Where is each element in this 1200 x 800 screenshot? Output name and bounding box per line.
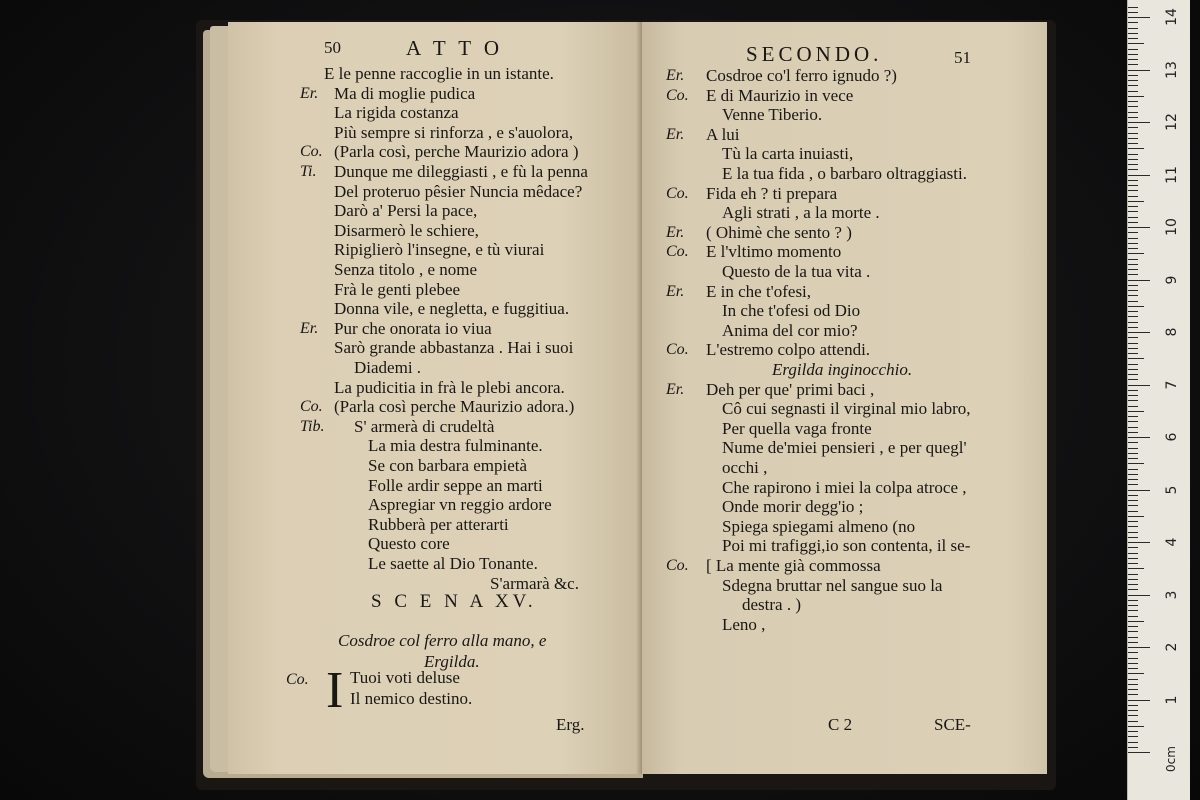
ruler-number: 6	[1164, 432, 1180, 442]
text-line: Che rapirono i miei la colpa atroce ,	[722, 477, 967, 497]
ruler-tick	[1128, 715, 1138, 716]
ruler-tick	[1128, 495, 1138, 496]
text-line: Agli strati , a la morte .	[722, 203, 880, 223]
ruler-tick	[1128, 112, 1138, 113]
ruler-tick	[1128, 127, 1138, 128]
ruler-tick	[1128, 290, 1138, 291]
ruler-tick	[1128, 458, 1138, 459]
ruler-number: 8	[1164, 327, 1180, 337]
ruler-tick	[1128, 558, 1138, 559]
speaker-label: Er.	[300, 84, 319, 102]
ruler-tick	[1128, 85, 1138, 86]
speaker-label: Er.	[300, 319, 319, 337]
speaker-label: Er.	[666, 282, 685, 300]
ruler-tick	[1128, 337, 1138, 338]
ruler-tick	[1128, 38, 1138, 39]
ruler-tick	[1128, 143, 1138, 144]
speaker-label: Er.	[666, 125, 685, 143]
text-line: Nume de'miei pensieri , e per quegl'	[722, 438, 967, 458]
ruler-tick	[1128, 280, 1150, 281]
ruler-tick	[1128, 637, 1138, 638]
text-line: Ma di moglie pudica	[334, 83, 476, 103]
text-line: Il nemico destino.	[350, 689, 473, 708]
text-line: Ripiglierò l'insegne, e tù viurai	[334, 240, 545, 260]
ruler-tick	[1128, 122, 1150, 123]
ruler-tick	[1128, 448, 1138, 449]
ruler-tick	[1128, 600, 1138, 601]
ruler-tick	[1128, 322, 1138, 323]
ruler-tick	[1128, 54, 1138, 55]
ruler-tick	[1128, 490, 1150, 491]
ruler-tick	[1128, 180, 1138, 181]
ruler-tick	[1128, 80, 1138, 81]
ruler-tick	[1128, 726, 1144, 727]
ruler-tick	[1128, 710, 1138, 711]
text-line: (Parla così, perche Maurizio adora )	[334, 142, 579, 162]
text-line: La rigida costanza	[334, 103, 459, 123]
ruler-tick	[1128, 75, 1138, 76]
text-line: Fida eh ? ti prepara	[706, 183, 838, 203]
ruler-tick	[1128, 327, 1138, 328]
ruler-tick	[1128, 453, 1138, 454]
text-line: Ergilda inginocchio.	[772, 360, 913, 379]
text-line: Venne Tiberio.	[722, 105, 823, 125]
text-line: E la tua fida , o barbaro oltraggiasti.	[722, 164, 967, 183]
ruler-tick	[1128, 348, 1138, 349]
ruler-tick	[1128, 259, 1138, 260]
ruler-number: 13	[1164, 60, 1180, 79]
text-line: La mia destra fulminante.	[368, 436, 543, 456]
ruler-tick	[1128, 589, 1138, 590]
ruler-tick	[1128, 211, 1138, 212]
ruler-tick	[1128, 22, 1138, 23]
ruler-tick	[1128, 595, 1150, 596]
ruler-tick	[1128, 196, 1138, 197]
text-line: Questo de la tua vita .	[722, 262, 871, 281]
text-line: Tù la carta inuiasti,	[722, 144, 854, 164]
ruler-tick	[1128, 390, 1138, 391]
speaker-label: Tib.	[300, 417, 325, 435]
ruler-tick	[1128, 705, 1138, 706]
ruler-tick	[1128, 532, 1138, 533]
text-line: occhi ,	[722, 458, 768, 477]
ruler-tick	[1128, 369, 1138, 370]
ruler-tick	[1128, 684, 1138, 685]
ruler-tick	[1128, 274, 1138, 275]
ruler-tick	[1128, 568, 1144, 569]
ruler-tick	[1128, 70, 1150, 71]
ruler-number: 14	[1164, 8, 1180, 26]
ruler-tick	[1128, 106, 1138, 107]
speaker-label: Er.	[666, 380, 685, 398]
ruler-tick	[1128, 59, 1138, 60]
text-line: Diademi .	[354, 358, 422, 377]
text-line: Leno ,	[722, 614, 766, 634]
text-line: [ La mente già commossa	[706, 556, 881, 575]
text-line: E in che t'ofesi,	[706, 281, 812, 301]
speaker-label: Co.	[666, 86, 689, 104]
text-line: ( Ohimè che sento ? )	[706, 222, 852, 242]
text-line: destra . )	[742, 595, 802, 615]
ruler-tick	[1128, 227, 1150, 228]
ruler-tick	[1128, 631, 1138, 632]
drop-cap: I	[326, 662, 344, 719]
ruler-tick	[1128, 505, 1138, 506]
ruler-tick	[1128, 206, 1138, 207]
ruler-tick	[1128, 379, 1138, 380]
ruler-tick	[1128, 154, 1138, 155]
text-line: Onde morir degg'io ;	[722, 497, 864, 517]
text-line: Rubberà per atterarti	[368, 514, 509, 534]
text-line: Aspregiar vn reggio ardore	[368, 495, 552, 515]
ruler-tick	[1128, 721, 1138, 722]
ruler-tick	[1128, 427, 1138, 428]
ruler-tick	[1128, 43, 1144, 44]
ruler-tick	[1128, 747, 1138, 748]
ruler-tick	[1128, 521, 1138, 522]
ruler-tick	[1128, 17, 1150, 18]
ruler-number: 10	[1164, 218, 1180, 236]
page-number: 50	[324, 38, 341, 57]
ruler-tick	[1128, 148, 1144, 149]
ruler-tick	[1128, 222, 1138, 223]
ruler-tick	[1128, 626, 1138, 627]
ruler-tick	[1128, 463, 1144, 464]
ruler-number: 11	[1164, 165, 1180, 184]
speaker-label: Co.	[666, 243, 689, 261]
running-head: A T T O	[406, 36, 504, 60]
ruler-tick	[1128, 668, 1138, 669]
text-line: Cosdroe co'l ferro ignudo ?)	[706, 66, 897, 85]
text-line: Folle ardir seppe an marti	[368, 475, 543, 495]
ruler-tick	[1128, 353, 1138, 354]
text-line: Donna vile, e negletta, e fuggitiua.	[334, 299, 570, 319]
speaker-label: Co.	[666, 184, 689, 202]
signature-mark: C 2	[828, 715, 853, 734]
ruler-tick	[1128, 542, 1150, 543]
ruler-tick	[1128, 547, 1138, 548]
ruler-tick	[1128, 663, 1138, 664]
ruler-tick	[1128, 563, 1138, 564]
text-line: E di Maurizio in vece	[706, 85, 854, 105]
text-line: Disarmerò le schiere,	[334, 220, 479, 240]
text-line: Se con barbara empietà	[368, 456, 528, 475]
ruler-tick	[1128, 243, 1138, 244]
ruler-tick	[1128, 673, 1144, 674]
ruler-tick	[1128, 616, 1138, 617]
ruler-tick	[1128, 96, 1144, 97]
ruler-tick	[1128, 64, 1138, 65]
ruler-tick	[1128, 658, 1138, 659]
ruler-tick	[1128, 694, 1138, 695]
ruler-tick	[1128, 752, 1150, 753]
ruler-tick	[1128, 175, 1150, 176]
speaker-label: Co.	[300, 398, 323, 416]
ruler-tick	[1128, 185, 1138, 186]
ruler-tick	[1128, 358, 1144, 359]
ruler-tick	[1128, 343, 1138, 344]
ruler-tick	[1128, 442, 1138, 443]
text-line: Poi mi trafiggi,io son contenta, il se-	[722, 536, 971, 556]
text-line: Per quella vaga fronte	[722, 418, 872, 438]
text-line: (Parla così perche Maurizio adora.)	[334, 397, 575, 417]
ruler-tick	[1128, 610, 1138, 611]
speaker-label: Ti.	[300, 163, 317, 180]
ruler-tick	[1128, 679, 1138, 680]
ruler-tick	[1128, 385, 1150, 386]
text-line: Anima del cor mio?	[722, 320, 858, 340]
ruler-tick	[1128, 238, 1138, 239]
text-line: Le saette al Dio Tonante.	[368, 554, 538, 573]
ruler-tick	[1128, 285, 1138, 286]
ruler-tick	[1128, 301, 1138, 302]
text-line: Del proteruo pêsier Nuncia mêdace?	[334, 181, 583, 201]
text-line: Questo core	[368, 534, 450, 554]
ruler-tick	[1128, 537, 1138, 538]
ruler-tick	[1128, 742, 1138, 743]
ruler-tick	[1128, 169, 1138, 170]
ruler-tick	[1128, 432, 1138, 433]
text-line: Pur che onorata io viua	[334, 318, 492, 338]
ruler-tick	[1128, 500, 1138, 501]
text-line: Frà le genti plebee	[334, 279, 461, 299]
speaker-label: Co.	[300, 143, 323, 161]
ruler-tick	[1128, 7, 1138, 8]
ruler-tick	[1128, 117, 1138, 118]
speaker-label: Er.	[666, 223, 685, 241]
text-line: Deh per que' primi baci ,	[706, 379, 875, 399]
text-line: Sarò grande abbastanza . Hai i suoi	[334, 338, 574, 358]
ruler-number: 5	[1164, 485, 1180, 494]
ruler-tick	[1128, 689, 1138, 690]
ruler-tick	[1128, 395, 1138, 396]
text-line: Cô cui segnasti il virginal mio labro,	[722, 399, 971, 419]
ruler-tick	[1128, 511, 1138, 512]
ruler-tick	[1128, 248, 1138, 249]
ruler-unit: 0cm	[1163, 746, 1178, 772]
stage-direction: Ergilda.	[424, 652, 480, 671]
text-line: La pudicitia in frà le plebi ancora.	[334, 377, 565, 397]
ruler-tick	[1128, 474, 1138, 475]
ruler-tick	[1128, 269, 1138, 270]
ruler-tick	[1128, 138, 1138, 139]
ruler-tick	[1128, 437, 1150, 438]
ruler-tick	[1128, 364, 1138, 365]
text-line: E l'vltimo momento	[706, 242, 842, 262]
ruler-tick	[1128, 101, 1138, 102]
ruler-tick	[1128, 91, 1138, 92]
ruler-tick	[1128, 484, 1138, 485]
ruler-tick	[1128, 652, 1138, 653]
ruler-number: 3	[1164, 590, 1180, 599]
ruler-tick	[1128, 553, 1138, 554]
catchword: Erg.	[556, 715, 585, 734]
ruler-tick	[1128, 316, 1138, 317]
text-line: Sdegna bruttar nel sangue suo la	[722, 575, 943, 595]
ruler-number: 12	[1164, 113, 1180, 131]
text-line: Più sempre si rinforza , e s'auolora,	[334, 122, 574, 142]
ruler-tick	[1128, 574, 1138, 575]
ruler-tick	[1128, 516, 1144, 517]
ruler-number: 9	[1164, 275, 1180, 284]
catchword: SCE-	[934, 715, 971, 734]
ruler-tick	[1128, 33, 1138, 34]
ruler-tick	[1128, 421, 1138, 422]
ruler-tick	[1128, 332, 1150, 333]
ruler-tick	[1128, 736, 1138, 737]
page-number: 51	[954, 48, 971, 67]
ruler-tick	[1128, 164, 1138, 165]
ruler-tick	[1128, 49, 1138, 50]
speaker-label: Er.	[666, 67, 685, 84]
scale-ruler	[1127, 0, 1190, 800]
text-line: Dunque me dileggiasti , e fù la penna	[334, 162, 588, 181]
ruler-tick	[1128, 479, 1138, 480]
scene-heading: S C E N A XV.	[371, 591, 537, 612]
ruler-tick	[1128, 400, 1138, 401]
ruler-tick	[1128, 12, 1138, 13]
ruler-number: 2	[1164, 642, 1180, 652]
ruler-tick	[1128, 232, 1138, 233]
ruler-number: 7	[1164, 380, 1180, 389]
ruler-tick	[1128, 406, 1138, 407]
ruler-tick	[1128, 526, 1138, 527]
ruler-tick	[1128, 700, 1150, 701]
ruler-tick	[1128, 374, 1138, 375]
speaker-label: Co.	[666, 557, 689, 574]
ruler-tick	[1128, 253, 1144, 254]
running-head: SECONDO.	[746, 42, 883, 66]
right-page	[642, 22, 1047, 774]
ruler-tick	[1128, 28, 1138, 29]
ruler-tick	[1128, 190, 1138, 191]
left-page	[228, 22, 642, 774]
ruler-tick	[1128, 411, 1144, 412]
speaker-label: Co.	[666, 341, 689, 359]
text-line: Darò a' Persi la pace,	[334, 201, 478, 221]
text-line: Tuoi voti deluse	[350, 668, 460, 687]
ruler-tick	[1128, 201, 1144, 202]
speaker-label: Co.	[286, 671, 309, 688]
ruler-tick	[1128, 264, 1138, 265]
text-line: S' armerà di crudeltà	[354, 416, 495, 436]
ruler-tick	[1128, 605, 1138, 606]
ruler-tick	[1128, 306, 1144, 307]
ruler-tick	[1128, 295, 1138, 296]
ruler-tick	[1128, 579, 1138, 580]
ruler-tick	[1128, 311, 1138, 312]
ruler-tick	[1128, 469, 1138, 470]
ruler-tick	[1128, 133, 1138, 134]
ruler-tick	[1128, 584, 1138, 585]
text-line: E le penne raccoglie in un istante.	[324, 64, 554, 83]
text-line: S'armarà &c.	[490, 573, 579, 593]
text-line: Spiega spiegami almeno (no	[722, 516, 916, 536]
ruler-tick	[1128, 731, 1138, 732]
ruler-tick	[1128, 217, 1138, 218]
ruler-tick	[1128, 159, 1138, 160]
ruler-number: 4	[1164, 537, 1180, 547]
stage-direction: Cosdroe col ferro alla mano, e	[338, 631, 547, 650]
ruler-tick	[1128, 647, 1150, 648]
ruler-tick	[1128, 642, 1138, 643]
ruler-number: 1	[1164, 695, 1180, 704]
ruler-tick	[1128, 621, 1144, 622]
text-line: In che t'ofesi od Dio	[722, 301, 861, 321]
text-line: L'estremo colpo attendi.	[706, 340, 871, 360]
text-line: A lui	[706, 124, 740, 144]
ruler-tick	[1128, 416, 1138, 417]
text-line: Senza titolo , e nome	[334, 260, 478, 279]
